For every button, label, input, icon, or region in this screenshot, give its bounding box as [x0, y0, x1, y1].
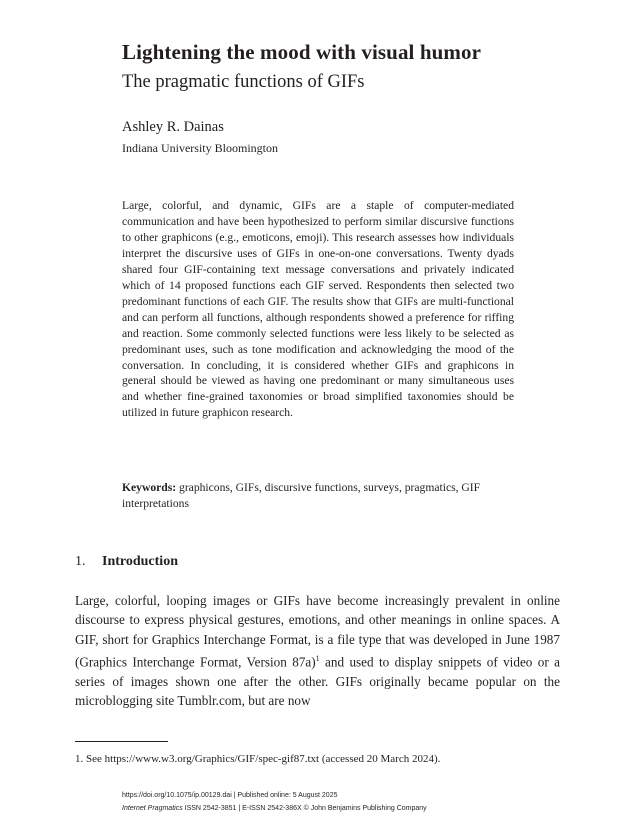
section-number: 1. — [75, 554, 86, 569]
section-title: Introduction — [102, 554, 178, 569]
article-subtitle: The pragmatic functions of GIFs — [122, 72, 365, 92]
article-title: Lightening the mood with visual humor — [122, 40, 482, 64]
abstract: Large, colorful, and dynamic, GIFs are a staple of computer-mediated communication and have been hypothesized to perform similar discursive functions to other graphicons (e.g., emoticons, emoji). This research assesses how individuals interpret the discursive uses of GIFs in one-on-one conversations. Twenty dyads shared four GIF-containing text message conversations and privately indicated which of 14 proposed functions each GIF served. Respondents then selected two predominant functions of each GIF. The results show that GIFs are multi-functional and can perform all functions, although respondents showed a preference for riffing and reaction. Some commonly selected functions were less likely to be selected as predominant uses, such as tone modification and acknowledging the mood of the conversation. In concluding, it is considered whether GIFs and graphicons in general should be viewed as having one predominant or many simultaneous uses and whether fine-grained taxonomies or broad simplified taxonomies should be utilized in future graphicon research. — [122, 199, 514, 420]
issn-copyright: ISSN 2542-3851 | E-ISSN 2542-386X © John Benjamins Publishing Company — [182, 805, 427, 812]
footnote-divider — [75, 741, 168, 742]
author-affiliation: Indiana University Bloomington — [122, 141, 278, 155]
body-text-part-2: and used to display snippets of video or a series of images shown one after the other. GIFs originally became popular on the microblogging site Tumblr.com, but are now — [75, 654, 560, 708]
body-text-part-1: Large, colorful, looping images or GIFs have become increasingly prevalent in online discourse to express physical gestures, emotions, and other meanings in online spaces. A GIF, short for Graphics Interchange Format, is a file type that was developed in June 1987 (Graphics Interchange Format, Version 87a) — [75, 593, 560, 670]
keywords-label: Keywords: — [122, 481, 177, 494]
doi-line[interactable]: https://doi.org/10.1075/ip.00129.dai | Published online: 5 August 2025 — [122, 792, 338, 799]
footnote-marker[interactable]: 1 — [315, 653, 320, 663]
footnote: 1. See https://www.w3.org/Graphics/GIF/spec-gif87.txt (accessed 20 March 2024). — [75, 753, 441, 765]
body-paragraph — [75, 591, 560, 710]
keywords-list: graphicons, GIFs, discursive functions, surveys, pragmatics, GIF interpretations — [122, 481, 481, 510]
journal-line — [122, 805, 427, 812]
author-name: Ashley R. Dainas — [122, 119, 224, 135]
keywords — [122, 480, 514, 512]
journal-name: Internet Pragmatics — [122, 805, 183, 812]
section-heading — [75, 554, 178, 570]
